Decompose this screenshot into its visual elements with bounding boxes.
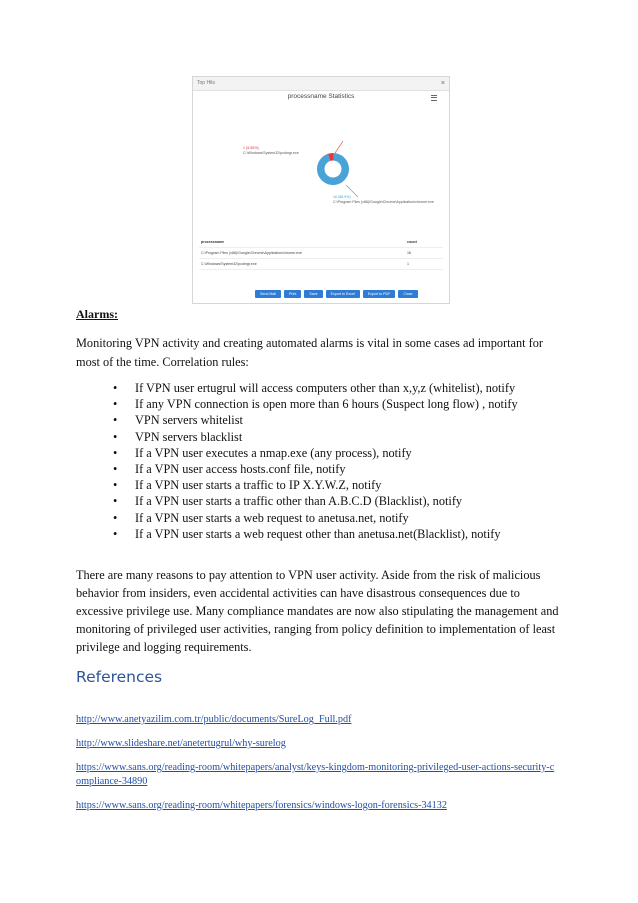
- table-cell: C:\Windows\System32\pcdmgr.exe: [199, 259, 405, 270]
- dialog-title: Top Hits: [197, 80, 216, 86]
- table-header[interactable]: count: [405, 237, 443, 248]
- reference-link[interactable]: http://www.slideshare.net/anetertugrul/why-surelog: [76, 738, 286, 749]
- chart-annotation-small: [243, 146, 299, 155]
- list-item: • If a VPN user starts a traffic to IP X.Y.W.Z, notify: [135, 477, 575, 493]
- vpn-activity-paragraph: There are many reasons to pay attention to VPN user activity. Aside from the risk of malicious behavior from insiders, even accidental activities can have disastrous consequences due to excessive privilege use. Many compliance mandates are now also stipulating the management and monitoring of privileged user activities, ranging from policy definition to implementation of least privilege and logging requirements.: [76, 568, 559, 654]
- list-item: • VPN servers blacklist: [135, 429, 575, 445]
- references-list: [76, 713, 556, 823]
- references-heading: References: [76, 668, 163, 686]
- list-item: • VPN servers whitelist: [135, 412, 575, 428]
- table-header-row: [199, 237, 443, 248]
- send-mail-button[interactable]: Send Mail: [255, 290, 281, 298]
- statistics-table: [199, 237, 443, 270]
- list-item: • If any VPN connection is open more than 6 hours (Suspect long flow) , notify: [135, 396, 575, 412]
- print-button[interactable]: Print: [284, 290, 301, 298]
- list-item: • If VPN user ertugrul will access computers other than x,y,z (whitelist), notify: [135, 380, 575, 396]
- reference-link[interactable]: https://www.sans.org/reading-room/whitepapers/forensics/windows-logon-forensics-34132: [76, 799, 447, 811]
- table-row[interactable]: [199, 259, 443, 270]
- correlation-rules-list: [135, 380, 575, 542]
- close-icon[interactable]: ×: [440, 80, 445, 87]
- reference-link[interactable]: https://www.sans.org/reading-room/whitepapers/analyst/keys-kingdom-monitoring-privileged-user-actions-security-compliance-34890: [76, 762, 555, 787]
- statistics-dialog-screenshot: [192, 76, 450, 304]
- slice-small-value: 1 (5.55%): [243, 146, 259, 150]
- donut-chart: [193, 77, 451, 227]
- alarms-intro-paragraph: Monitoring VPN activity and creating automated alarms is vital in some cases ad important for most of the time. Correlation rules:: [76, 336, 543, 369]
- table-cell: 16: [405, 248, 443, 259]
- alarms-heading: Alarms:: [76, 307, 118, 321]
- list-item: • If a VPN user executes a nmap.exe (any process), notify: [135, 445, 575, 461]
- table-header[interactable]: processname: [199, 237, 405, 248]
- slice-small-label: C:\Windows\System32\pcdmgr.exe: [243, 150, 299, 155]
- list-item: • If a VPN user starts a web request to anetusa.net, notify: [135, 510, 575, 526]
- list-item: • If a VPN user starts a traffic other than A.B.C.D (Blacklist), notify: [135, 493, 575, 509]
- table-cell: 1: [405, 259, 443, 270]
- save-button[interactable]: Save: [304, 290, 322, 298]
- close-button[interactable]: Close: [398, 290, 417, 298]
- table-cell: C:\Program Files (x86)\Google\Chrome\Application\chrome.exe: [199, 248, 405, 259]
- slice-large-label: C:\Program Files (x86)\Google\Chrome\Application\chrome.exe: [333, 199, 434, 204]
- export-pdf-button[interactable]: Export to PDF: [363, 290, 396, 298]
- export-excel-button[interactable]: Export to Excel: [326, 290, 360, 298]
- table-row[interactable]: [199, 248, 443, 259]
- dialog-button-bar: [255, 290, 418, 298]
- slice-large-value: 16 (88.9%): [333, 195, 351, 199]
- annotation-leader-small: [335, 141, 343, 153]
- chart-title: processname Statistics: [287, 93, 355, 100]
- list-item: • If a VPN user access hosts.conf file, notify: [135, 461, 575, 477]
- chart-annotation-large: [333, 195, 434, 204]
- list-item: • If a VPN user starts a web request other than anetusa.net(Blacklist), notify: [135, 526, 575, 542]
- reference-link[interactable]: http://www.anetyazilim.com.tr/public/documents/SureLog_Full.pdf: [76, 714, 352, 725]
